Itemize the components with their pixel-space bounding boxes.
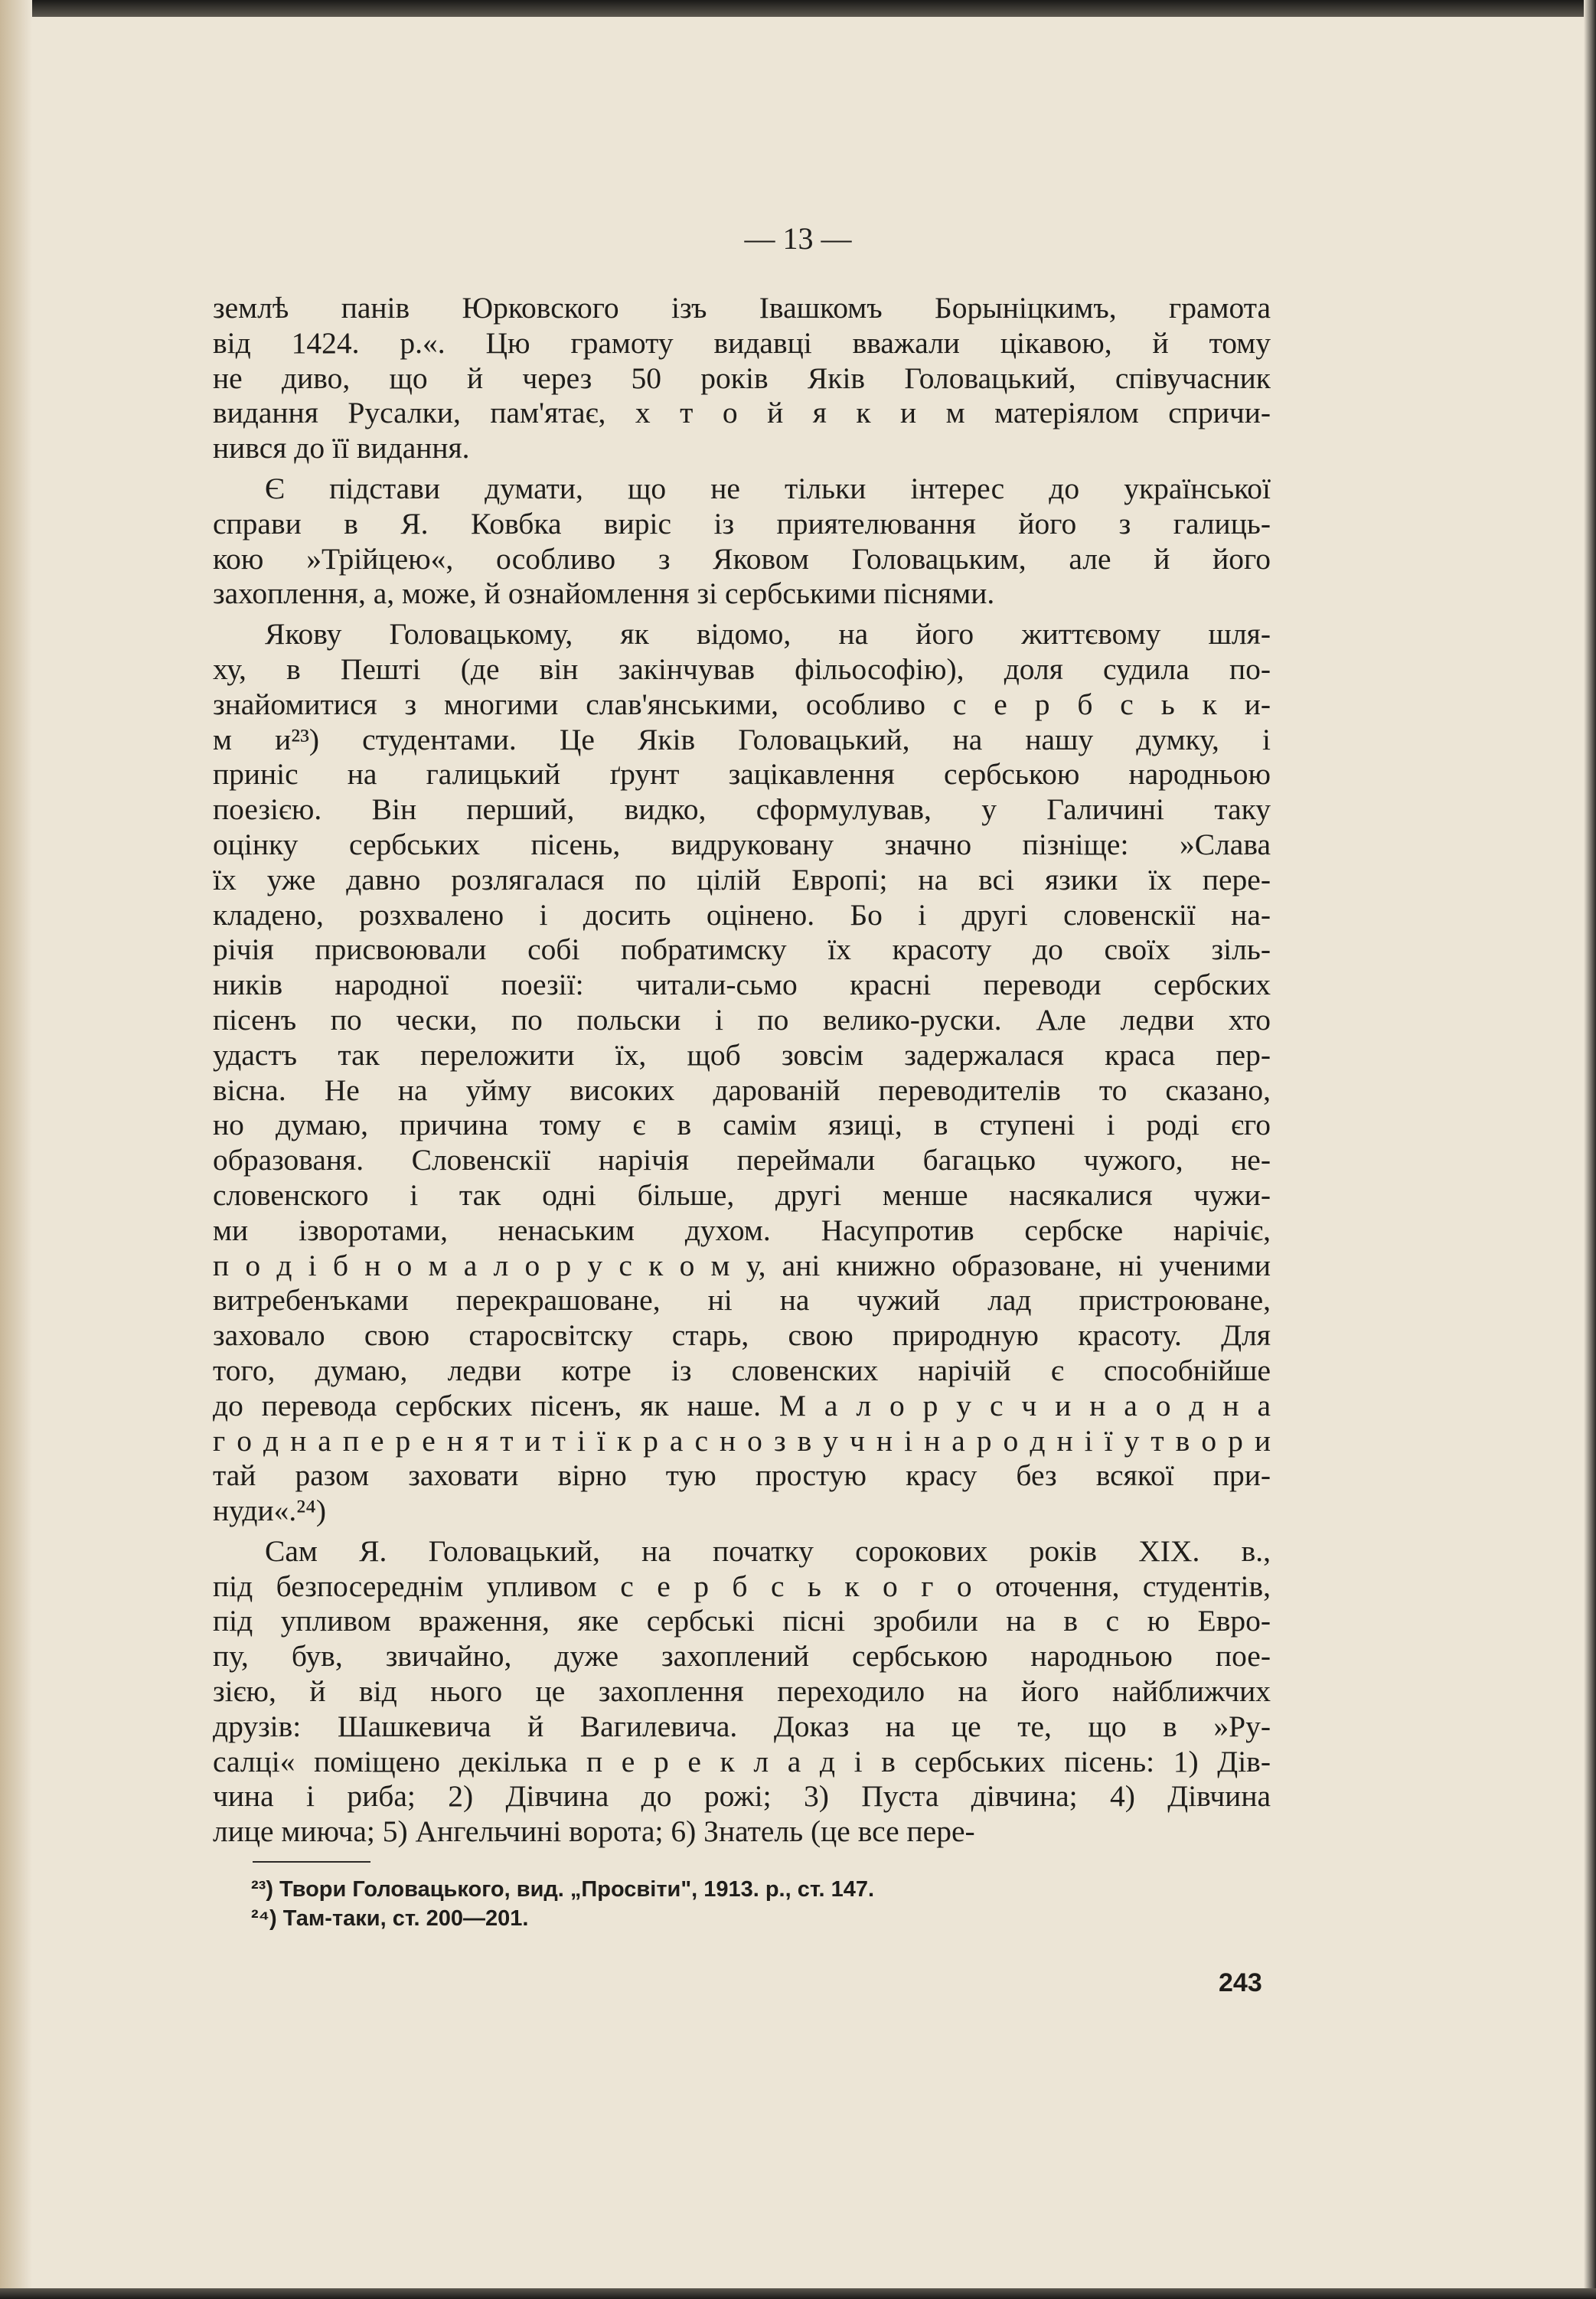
text-line: знайомитися з многими слав'янськими, особливо с е р б с ь к и- — [213, 687, 1271, 721]
text-line: річія присвоювали собі побратимску їх красоту до своїх зіль- — [213, 932, 1271, 967]
text-line: кладено, розхвалено і досить оцінено. Бо і другі словенскії на- — [213, 897, 1271, 932]
text-line: захоплення, а, може, й ознайомлення зі сербськими піснями. — [213, 576, 995, 611]
text-line: справи в Я. Ковбка виріс із приятелювання його з галиць- — [213, 506, 1271, 540]
footnote: ²³) Твори Головацького, вид. „Просвіти", 1913. р., ст. 147. — [251, 1877, 875, 1902]
text-line: того, думаю, ледви котре із словенских нарічій є способнійше — [213, 1353, 1271, 1387]
text-line: кою »Трійцею«, особливо з Яковом Головацьким, але й його — [213, 541, 1271, 576]
text-line: нуди«.²⁴) — [213, 1494, 327, 1528]
text-line: їх уже давно розлягалася по цілій Европі; на всі язики їх пере- — [213, 862, 1271, 896]
text-line: п о д і б н о м а л о р у с к о м у, ані книжно образоване, ні ученими — [213, 1248, 1271, 1282]
paragraph — [213, 617, 1271, 1529]
text-line: вісна. Не на уйму високих дарованій переводителів то сказано, — [213, 1073, 1271, 1107]
scan-binding-edge — [0, 0, 32, 2299]
text-line: тай разом заховати вірно тую простую красу без всякої при- — [213, 1458, 1271, 1493]
text-line: Є підстави думати, що не тільки інтерес до української — [265, 471, 1271, 505]
text-line: під безпосереднім упливом с е р б с ь к о г о оточення, студентів, — [213, 1569, 1271, 1603]
text-line: г о д н а п е р е н я т и т і ї к р а с н о з в у ч н і н а р о д н і ї у т в о р и — [213, 1423, 1271, 1458]
running-head: — 13 — — [744, 221, 852, 256]
text-line: оцінку сербських пісень, видруковану значно пізніще: »Слава — [213, 827, 1271, 861]
text-line: пу, був, звичайно, дуже захоплений сербською народньою пое- — [213, 1639, 1271, 1674]
text-line: ми ізворотами, ненаським духом. Насупротив сербске нарічіє, — [213, 1213, 1271, 1247]
text-line: удастъ так переложити їх, щоб зовсім задержалася краса пер- — [213, 1037, 1271, 1072]
text-line: Сам Я. Головацький, на початку сорокових років XIX. в., — [265, 1533, 1271, 1568]
text-line: приніс на галицький ґрунт зацікавлення сербською народньою — [213, 757, 1271, 792]
paragraph — [213, 291, 1271, 466]
text-line: чина і риба; 2) Дівчина до рожі; 3) Пуста дівчина; 4) Дівчина — [213, 1779, 1271, 1814]
text-line: землѣ панів Юрковского ізъ Івашкомъ Борыніцкимъ, грамота — [213, 291, 1271, 325]
text-line: від 1424. р.«. Цю грамоту видавці вважали цікавою, й тому — [213, 325, 1271, 360]
text-line: до перевода сербских пісенъ, як наше. М а л о р у с ч и н а о д н а — [213, 1388, 1271, 1422]
paragraph — [213, 472, 1271, 612]
text-line: ників народної поезії: читали-сьмо красні переводи сербских — [213, 968, 1271, 1002]
text-line: образованя. Словенскії нарічія переймали багацько чужого, не- — [213, 1143, 1271, 1177]
scan-right-edge — [1584, 0, 1596, 2299]
text-line: заховало свою старосвітску старь, свою природную красоту. Для — [213, 1318, 1271, 1353]
footnote-divider — [253, 1861, 370, 1863]
text-line: лице миюча; 5) Ангельчині ворота; 6) Знатель (це все пере- — [213, 1814, 975, 1849]
text-line: поезією. Він перший, видко, сформулував, у Галичині таку — [213, 792, 1271, 827]
text-line: під упливом враження, яке сербські пісні зробили на в с ю Евро- — [213, 1604, 1271, 1638]
text-line: витребенъками перекрашоване, ні на чужий лад пристроюване, — [213, 1283, 1271, 1318]
text-line: не диво, що й через 50 років Яків Головацький, співучасник — [213, 361, 1271, 395]
text-line: ху, в Пешті (де він закінчував фільософію), доля судила по- — [213, 651, 1271, 686]
text-line: но думаю, причина тому є в самім язиці, в ступені і роді єго — [213, 1108, 1271, 1142]
body-text — [213, 291, 1271, 1855]
paragraph — [213, 1534, 1271, 1850]
text-line: пісенъ по чески, по польски і по велико-руски. Але ледви хто — [213, 1002, 1271, 1037]
text-line: м и²³) студентами. Це Яків Головацький, на нашу думку, і — [213, 722, 1271, 756]
scan-top-edge — [0, 0, 1596, 17]
text-line: друзів: Шашкевича й Вагилевича. Доказ на це те, що в »Ру- — [213, 1709, 1271, 1743]
page-number: 243 — [1219, 1968, 1262, 1997]
scan-bottom-edge — [0, 2288, 1596, 2299]
text-line: нився до її видання. — [213, 431, 470, 465]
text-line: салці« поміщено декілька п е р е к л а д і в сербських пісень: 1) Дів- — [213, 1744, 1271, 1778]
text-line: зією, й від нього це захоплення переходило на його найближчих — [213, 1674, 1271, 1709]
footnotes — [251, 1875, 1170, 1933]
text-line: словенского і так одні більше, другі менше насякалися чужи- — [213, 1177, 1271, 1212]
text-line: Якову Головацькому, як відомо, на його життєвому шля- — [265, 617, 1271, 651]
text-line: видання Русалки, пам'ятає, х т о й я к и м матеріялом спричи- — [213, 396, 1271, 430]
footnote: ²⁴) Там-таки, ст. 200—201. — [251, 1906, 529, 1931]
